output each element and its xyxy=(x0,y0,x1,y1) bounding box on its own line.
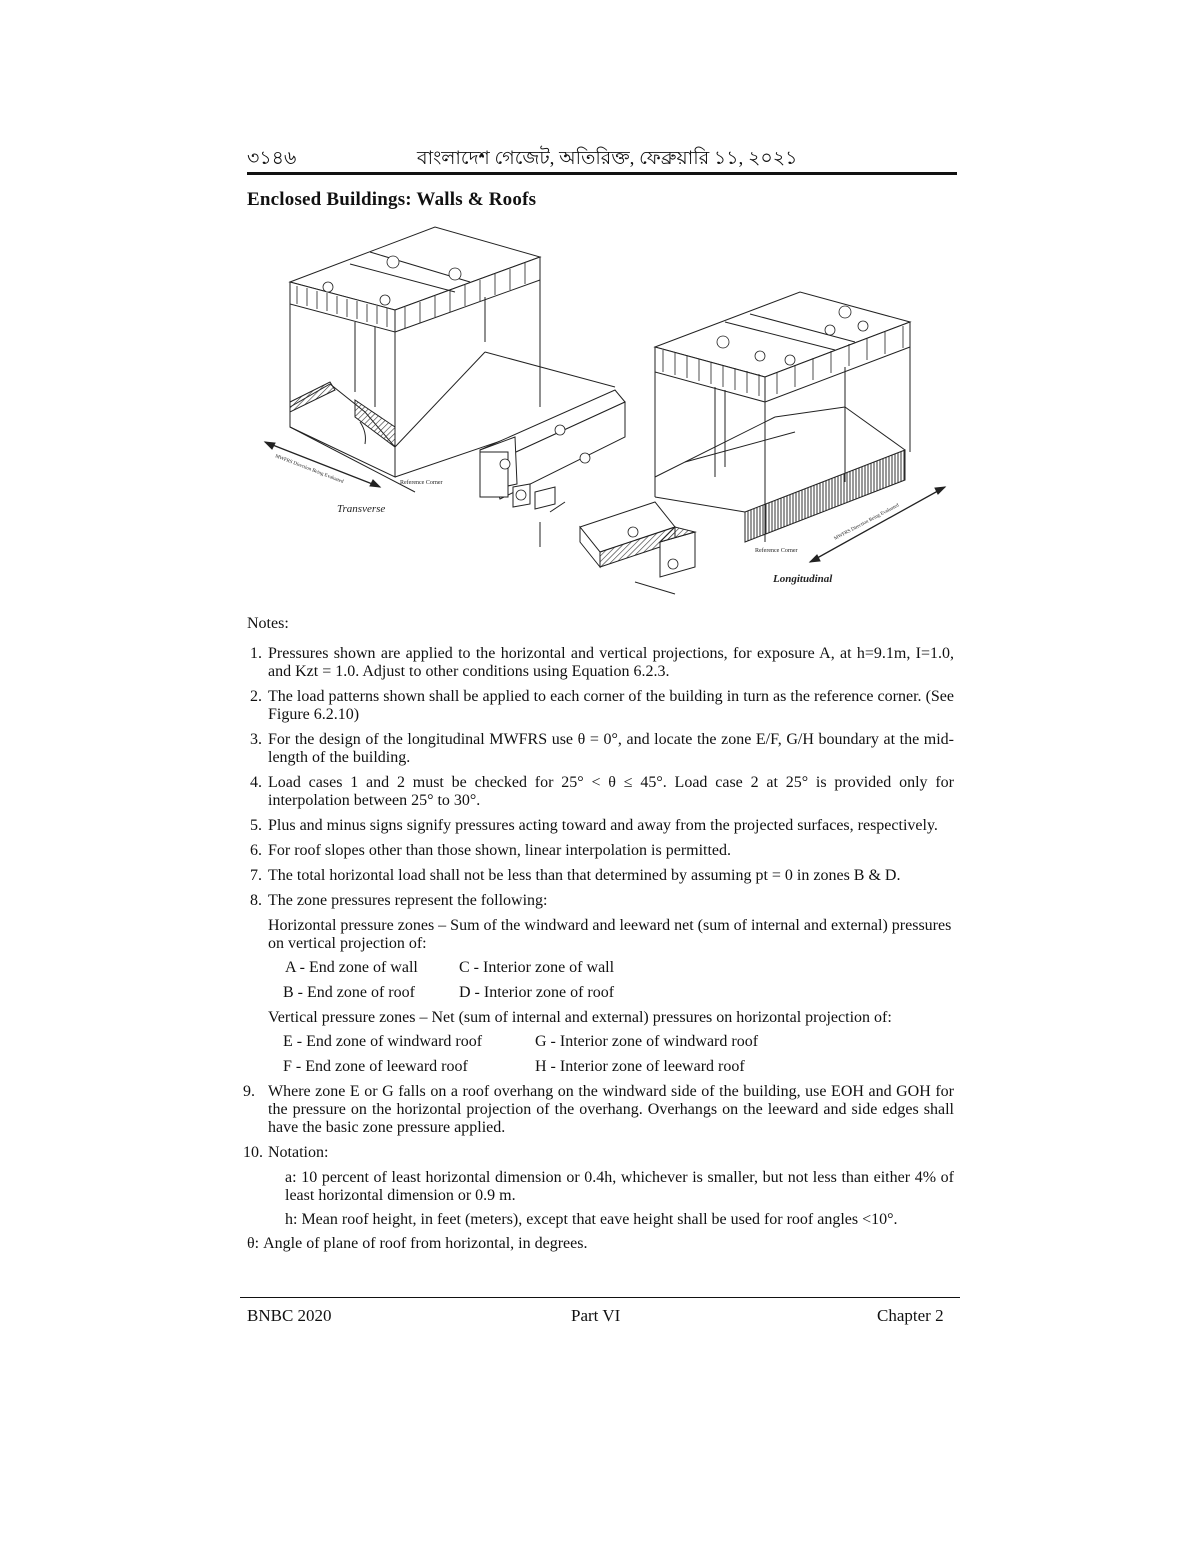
note-number: 3. xyxy=(250,731,262,748)
reference-corner-label-left: Reference Corner xyxy=(400,480,443,486)
note-text: For the design of the longitudinal MWFRS use θ = 0°, and locate the zone E/F, G/H boundary at the mid-length of the building. xyxy=(268,731,954,766)
note-1 xyxy=(247,645,954,681)
note-9 xyxy=(243,1083,954,1137)
note-text: Load cases 1 and 2 must be checked for 25° < θ ≤ 45°. Load case 2 at 25° is provided only for interpolation between 25° to 30°. xyxy=(268,774,954,809)
horizontal-zones-intro: Horizontal pressure zones – Sum of the windward and leeward net (sum of internal and external) pressures on vertical projection of: xyxy=(268,917,952,952)
page-header xyxy=(247,144,957,170)
note-text: Plus and minus signs signify pressures acting toward and away from the projected surfaces, respectively. xyxy=(268,817,938,834)
note-number: 9. xyxy=(243,1083,255,1100)
note-text: Pressures shown are applied to the horizontal and vertical projections, for exposure A, at h=9.1m, I=1.0, and Kzt = 1.0. Adjust to other conditions using Equation 6.2.3. xyxy=(268,645,954,680)
note-7 xyxy=(247,867,954,885)
note-number: 1. xyxy=(250,645,262,662)
zone-row-ac xyxy=(247,959,954,977)
zone-a: A - End zone of wall xyxy=(285,959,418,976)
note-number: 7. xyxy=(250,867,262,884)
zone-g: G - Interior zone of windward roof xyxy=(535,1033,759,1050)
note-number: 4. xyxy=(250,774,262,791)
transverse-diagram xyxy=(265,227,625,547)
reference-corner-label-right: Reference Corner xyxy=(755,548,798,554)
zone-row-eg xyxy=(247,1033,954,1051)
zone-row-fh xyxy=(247,1058,954,1076)
zone-d: D - Interior zone of roof xyxy=(459,984,615,1001)
direction-label-right: MWFRS Direction Being Evaluated xyxy=(833,503,901,542)
note-text: The load patterns shown shall be applied to each corner of the building in turn as the reference corner. (See Figure 6.2.10) xyxy=(268,688,954,723)
note-4 xyxy=(247,774,954,810)
longitudinal-label: Longitudinal xyxy=(773,573,833,585)
note-text: The zone pressures represent the following: xyxy=(268,892,548,909)
transverse-label: Transverse xyxy=(337,503,386,515)
direction-label-left: MWFRS Direction Being Evaluated xyxy=(274,454,344,485)
zone-b: B - End zone of roof xyxy=(283,984,415,1001)
note-6 xyxy=(247,842,954,860)
note-number: 5. xyxy=(250,817,262,834)
note-5 xyxy=(247,817,954,835)
notes-section xyxy=(243,615,954,1253)
notation-theta: θ: Angle of plane of roof from horizontal, in degrees. xyxy=(247,1235,588,1252)
page-number: ৩১৪৬ xyxy=(247,148,297,169)
header-rule xyxy=(247,172,957,175)
notation-a: a: 10 percent of least horizontal dimension or 0.4h, whichever is smaller, but not less than either 4% of least horizontal dimension or 0.9 m. xyxy=(285,1169,954,1204)
zone-row-bd xyxy=(247,984,954,1002)
note-text: Notation: xyxy=(268,1144,329,1161)
note-text: For roof slopes other than those shown, linear interpolation is permitted. xyxy=(268,842,732,859)
note-2 xyxy=(247,688,954,724)
section-title: Enclosed Buildings: Walls & Roofs xyxy=(247,189,537,210)
footer-part: Part VI xyxy=(571,1306,621,1325)
gazette-title: বাংলাদেশ গেজেট, অতিরিক্ত, ফেব্রুয়ারি ১১, ২০২১ xyxy=(417,148,798,169)
footer-rule xyxy=(240,1297,960,1298)
note-number: 6. xyxy=(250,842,262,859)
note-number: 10. xyxy=(243,1144,263,1161)
zone-f: F - End zone of leeward roof xyxy=(283,1058,468,1075)
note-text: Where zone E or G falls on a roof overhang on the windward side of the building, use EOH and GOH for the pressure on the horizontal projection of the overhang. Overhangs on the leeward and side edges shall have the basic zone pressure applied. xyxy=(268,1083,954,1136)
note-10 xyxy=(243,1144,954,1162)
notes-heading: Notes: xyxy=(247,615,289,632)
zone-e: E - End zone of windward roof xyxy=(283,1033,483,1050)
note-number: 8. xyxy=(250,892,262,909)
wind-load-figure xyxy=(255,222,955,602)
zone-h: H - Interior zone of leeward roof xyxy=(535,1058,745,1075)
notation-h: h: Mean roof height, in feet (meters), except that eave height shall be used for roof angles <10°. xyxy=(285,1211,898,1228)
vertical-zones-intro: Vertical pressure zones – Net (sum of internal and external) pressures on horizontal projection of: xyxy=(268,1009,892,1026)
note-number: 2. xyxy=(250,688,262,705)
footer-code: BNBC 2020 xyxy=(247,1306,332,1325)
note-text: The total horizontal load shall not be less than that determined by assuming pt = 0 in zones B & D. xyxy=(268,867,901,884)
footer-chapter: Chapter 2 xyxy=(877,1306,944,1325)
note-8 xyxy=(247,892,954,910)
zone-c: C - Interior zone of wall xyxy=(459,959,615,976)
note-3 xyxy=(247,731,954,767)
